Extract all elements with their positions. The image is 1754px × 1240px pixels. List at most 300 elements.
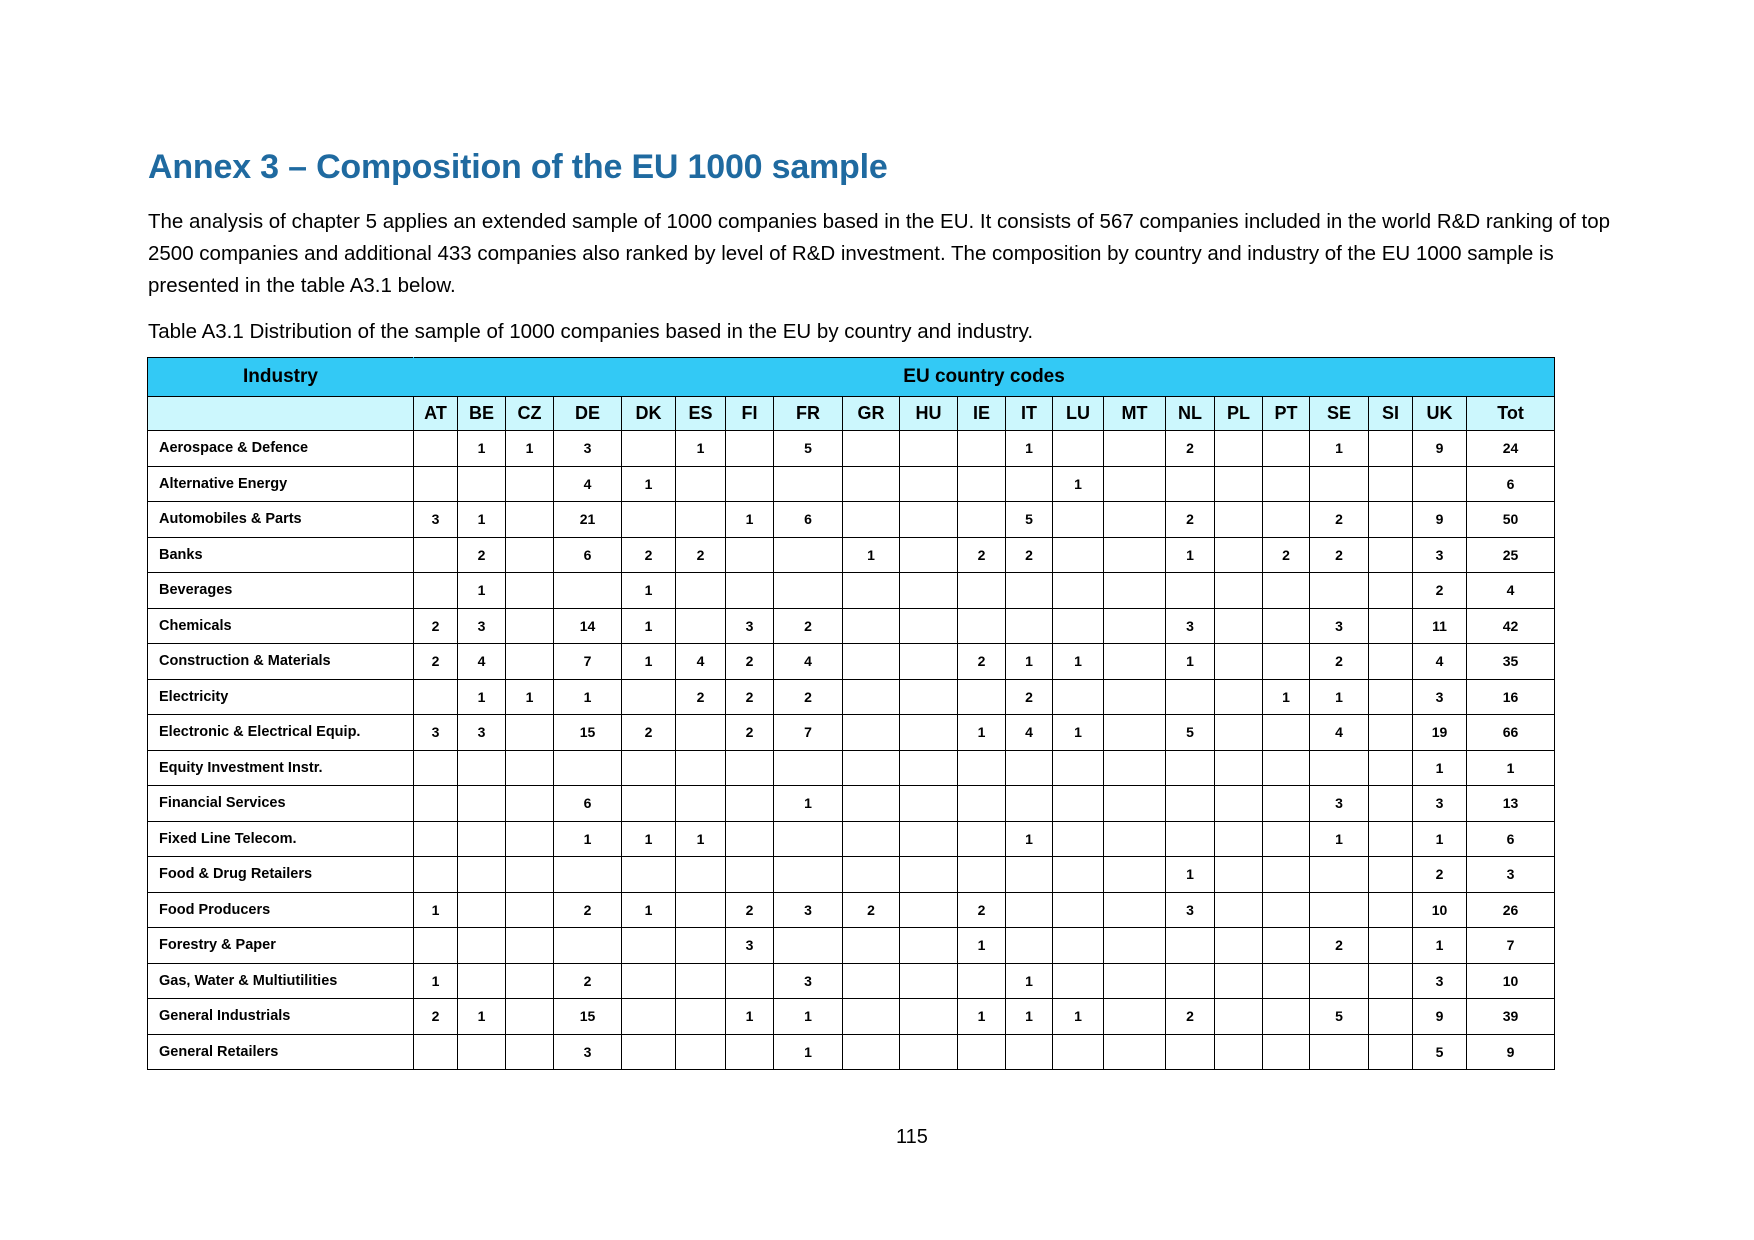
cell-cz [506,644,554,680]
cell-uk: 9 [1413,502,1467,538]
cell-dk [622,750,676,786]
cell-nl [1166,928,1215,964]
cell-pt [1263,1034,1310,1070]
industry-name-cell: Electricity [148,679,414,715]
cell-hu [900,786,958,822]
column-header-fi: FI [726,397,774,431]
cell-nl: 5 [1166,715,1215,751]
cell-dk: 1 [622,608,676,644]
cell-ie [958,857,1006,893]
cell-hu [900,892,958,928]
cell-de [554,750,622,786]
cell-ie: 1 [958,715,1006,751]
cell-es [676,466,726,502]
column-header-de: DE [554,397,622,431]
cell-gr [843,644,900,680]
cell-uk [1413,466,1467,502]
cell-si [1369,608,1413,644]
cell-be: 1 [458,431,506,467]
industry-name-cell: Food Producers [148,892,414,928]
cell-fi [726,1034,774,1070]
cell-nl: 3 [1166,608,1215,644]
cell-uk: 11 [1413,608,1467,644]
cell-uk: 10 [1413,892,1467,928]
cell-be [458,786,506,822]
cell-mt [1104,502,1166,538]
column-header-dk: DK [622,397,676,431]
cell-se [1310,1034,1369,1070]
cell-at [414,821,458,857]
cell-es [676,573,726,609]
cell-mt [1104,715,1166,751]
table-header-row [148,358,1555,397]
cell-mt [1104,821,1166,857]
cell-gr [843,608,900,644]
cell-tot: 7 [1467,928,1555,964]
cell-lu [1053,679,1104,715]
cell-tot: 66 [1467,715,1555,751]
cell-fr [774,573,843,609]
cell-it: 5 [1006,502,1053,538]
cell-dk [622,786,676,822]
cell-it: 1 [1006,431,1053,467]
cell-pt [1263,821,1310,857]
cell-ie [958,608,1006,644]
cell-fr: 6 [774,502,843,538]
cell-se: 1 [1310,431,1369,467]
cell-it [1006,786,1053,822]
cell-cz [506,750,554,786]
cell-se: 3 [1310,786,1369,822]
cell-hu [900,537,958,573]
cell-lu [1053,786,1104,822]
cell-dk [622,502,676,538]
cell-gr [843,679,900,715]
column-header-pl: PL [1215,397,1263,431]
cell-nl: 1 [1166,857,1215,893]
cell-be: 1 [458,999,506,1035]
cell-gr [843,821,900,857]
cell-at [414,573,458,609]
cell-de: 14 [554,608,622,644]
cell-at: 2 [414,608,458,644]
cell-ie [958,573,1006,609]
cell-de: 3 [554,431,622,467]
cell-pt [1263,715,1310,751]
cell-nl: 2 [1166,431,1215,467]
cell-cz [506,821,554,857]
cell-mt [1104,928,1166,964]
cell-fi [726,786,774,822]
cell-fr [774,466,843,502]
table-row [148,679,1555,715]
cell-es [676,715,726,751]
cell-de: 4 [554,466,622,502]
cell-de: 6 [554,537,622,573]
cell-hu [900,1034,958,1070]
cell-lu: 1 [1053,999,1104,1035]
cell-nl: 2 [1166,999,1215,1035]
table-row [148,608,1555,644]
cell-fr: 2 [774,679,843,715]
column-header-tot: Tot [1467,397,1555,431]
cell-si [1369,431,1413,467]
cell-pl [1215,750,1263,786]
industry-name-cell: Equity Investment Instr. [148,750,414,786]
cell-uk: 3 [1413,679,1467,715]
cell-be [458,821,506,857]
cell-ie: 2 [958,892,1006,928]
cell-fi: 2 [726,679,774,715]
country-codes-header-row [148,397,1555,431]
cell-gr [843,928,900,964]
cell-hu [900,502,958,538]
cell-cz [506,928,554,964]
cell-de: 21 [554,502,622,538]
cell-pl [1215,466,1263,502]
cell-de [554,928,622,964]
cell-fr: 3 [774,892,843,928]
cell-lu [1053,750,1104,786]
cell-tot: 24 [1467,431,1555,467]
cell-it [1006,608,1053,644]
industry-name-cell: Alternative Energy [148,466,414,502]
cell-tot: 3 [1467,857,1555,893]
cell-es [676,892,726,928]
cell-gr [843,466,900,502]
cell-tot: 6 [1467,821,1555,857]
cell-fr: 4 [774,644,843,680]
cell-pl [1215,892,1263,928]
cell-at [414,1034,458,1070]
cell-se: 2 [1310,928,1369,964]
cell-gr [843,1034,900,1070]
table-row [148,537,1555,573]
cell-de: 1 [554,679,622,715]
cell-se: 2 [1310,537,1369,573]
cell-gr [843,857,900,893]
cell-nl: 2 [1166,502,1215,538]
cell-es [676,1034,726,1070]
cell-ie: 1 [958,999,1006,1035]
cell-mt [1104,1034,1166,1070]
cell-hu [900,963,958,999]
cell-uk: 5 [1413,1034,1467,1070]
cell-ie [958,502,1006,538]
cell-it: 2 [1006,679,1053,715]
distribution-table [147,357,1555,1070]
cell-cz [506,892,554,928]
industry-name-cell: Aerospace & Defence [148,431,414,467]
cell-cz: 1 [506,431,554,467]
cell-mt [1104,431,1166,467]
cell-ie [958,431,1006,467]
cell-nl [1166,679,1215,715]
cell-pt [1263,644,1310,680]
industry-name-cell: Chemicals [148,608,414,644]
cell-cz [506,1034,554,1070]
cell-fi: 1 [726,999,774,1035]
cell-hu [900,573,958,609]
cell-dk: 1 [622,644,676,680]
cell-gr [843,963,900,999]
cell-cz [506,573,554,609]
cell-cz [506,857,554,893]
cell-cz [506,963,554,999]
cell-be: 3 [458,715,506,751]
cell-ie: 2 [958,644,1006,680]
cell-gr [843,502,900,538]
cell-gr: 2 [843,892,900,928]
cell-fi: 2 [726,892,774,928]
industry-name-cell: Automobiles & Parts [148,502,414,538]
table-row [148,821,1555,857]
cell-si [1369,573,1413,609]
cell-dk [622,431,676,467]
industry-name-cell: Banks [148,537,414,573]
cell-nl [1166,1034,1215,1070]
cell-hu [900,750,958,786]
cell-pt [1263,857,1310,893]
cell-tot: 10 [1467,963,1555,999]
cell-pl [1215,963,1263,999]
cell-ie [958,963,1006,999]
cell-dk [622,1034,676,1070]
cell-si [1369,857,1413,893]
cell-fr: 1 [774,999,843,1035]
cell-si [1369,786,1413,822]
cell-si [1369,679,1413,715]
cell-dk: 1 [622,573,676,609]
industry-name-cell: Fixed Line Telecom. [148,821,414,857]
intro-paragraph: The analysis of chapter 5 applies an extended sample of 1000 companies based in the EU. It consists of 567 companies included in the world R&D ranking of top 2500 companies and additional 433 companies also ranked by level of R&D investment. The composition by country and industry of the EU 1000 sample is presented in the table A3.1 below. [148,210,1611,297]
column-header-se: SE [1310,397,1369,431]
cell-mt [1104,573,1166,609]
cell-gr [843,999,900,1035]
cell-pl [1215,502,1263,538]
cell-pt [1263,466,1310,502]
cell-de: 7 [554,644,622,680]
cell-pt [1263,750,1310,786]
cell-se: 2 [1310,644,1369,680]
cell-hu [900,466,958,502]
cell-gr [843,786,900,822]
cell-de [554,573,622,609]
cell-tot: 9 [1467,1034,1555,1070]
cell-pt [1263,608,1310,644]
cell-uk: 2 [1413,573,1467,609]
cell-tot: 6 [1467,466,1555,502]
cell-si [1369,821,1413,857]
cell-fi [726,750,774,786]
cell-es [676,786,726,822]
cell-uk: 9 [1413,431,1467,467]
table-row [148,963,1555,999]
cell-tot: 16 [1467,679,1555,715]
cell-de: 15 [554,715,622,751]
cell-gr [843,573,900,609]
cell-gr [843,715,900,751]
column-header-uk: UK [1413,397,1467,431]
cell-mt [1104,679,1166,715]
cell-si [1369,537,1413,573]
cell-mt [1104,644,1166,680]
cell-be: 1 [458,573,506,609]
cell-si [1369,715,1413,751]
industry-name-cell: Beverages [148,573,414,609]
cell-pl [1215,608,1263,644]
cell-nl: 3 [1166,892,1215,928]
column-header-hu: HU [900,397,958,431]
cell-si [1369,502,1413,538]
cell-it: 2 [1006,537,1053,573]
table-row [148,644,1555,680]
cell-fi [726,963,774,999]
cell-es: 2 [676,679,726,715]
cell-hu [900,999,958,1035]
cell-nl [1166,466,1215,502]
cell-lu [1053,573,1104,609]
cell-mt [1104,857,1166,893]
cell-de [554,857,622,893]
cell-tot: 13 [1467,786,1555,822]
cell-be [458,892,506,928]
cell-es [676,928,726,964]
cell-cz [506,466,554,502]
cell-lu [1053,431,1104,467]
cell-es [676,857,726,893]
cell-nl: 1 [1166,537,1215,573]
cell-nl [1166,573,1215,609]
cell-be [458,857,506,893]
cell-tot: 4 [1467,573,1555,609]
cell-uk: 3 [1413,537,1467,573]
cell-at [414,431,458,467]
cell-nl [1166,786,1215,822]
cell-dk [622,928,676,964]
cell-tot: 50 [1467,502,1555,538]
cell-hu [900,857,958,893]
cell-lu [1053,892,1104,928]
page-title: Annex 3 – Composition of the EU 1000 sample [148,148,888,186]
cell-pl [1215,679,1263,715]
cell-si [1369,963,1413,999]
table-row [148,502,1555,538]
cell-be: 2 [458,537,506,573]
cell-pt [1263,999,1310,1035]
industry-name-cell: General Industrials [148,999,414,1035]
cell-se [1310,750,1369,786]
cell-fi: 2 [726,715,774,751]
cell-es [676,750,726,786]
cell-uk: 2 [1413,857,1467,893]
cell-nl [1166,963,1215,999]
cell-es [676,963,726,999]
cell-es: 1 [676,821,726,857]
column-header-pt: PT [1263,397,1310,431]
cell-lu [1053,502,1104,538]
cell-dk [622,679,676,715]
cell-at: 1 [414,963,458,999]
cell-cz [506,715,554,751]
cell-mt [1104,608,1166,644]
cell-se: 1 [1310,679,1369,715]
cell-gr [843,431,900,467]
cell-cz [506,537,554,573]
cell-at: 2 [414,999,458,1035]
empty-header-cell [148,397,414,431]
cell-ie [958,786,1006,822]
cell-es [676,502,726,538]
cell-fi [726,573,774,609]
table-body [148,431,1555,1070]
cell-at: 1 [414,892,458,928]
cell-pt: 2 [1263,537,1310,573]
cell-cz [506,786,554,822]
cell-nl: 1 [1166,644,1215,680]
cell-at: 3 [414,502,458,538]
cell-pt [1263,892,1310,928]
cell-pl [1215,715,1263,751]
cell-mt [1104,537,1166,573]
cell-es: 1 [676,431,726,467]
cell-pt: 1 [1263,679,1310,715]
industry-name-cell: Electronic & Electrical Equip. [148,715,414,751]
cell-hu [900,821,958,857]
cell-ie [958,821,1006,857]
cell-pl [1215,786,1263,822]
cell-si [1369,466,1413,502]
cell-fi: 3 [726,608,774,644]
cell-it [1006,892,1053,928]
cell-hu [900,608,958,644]
cell-si [1369,999,1413,1035]
cell-se: 1 [1310,821,1369,857]
cell-mt [1104,963,1166,999]
cell-pt [1263,928,1310,964]
country-codes-group-header: EU country codes [414,358,1555,397]
cell-se: 2 [1310,502,1369,538]
cell-dk [622,999,676,1035]
cell-it [1006,928,1053,964]
cell-fi: 3 [726,928,774,964]
cell-it [1006,573,1053,609]
table-row [148,750,1555,786]
cell-tot: 1 [1467,750,1555,786]
cell-be [458,1034,506,1070]
column-header-fr: FR [774,397,843,431]
cell-fi: 2 [726,644,774,680]
cell-at [414,857,458,893]
industry-name-cell: Food & Drug Retailers [148,857,414,893]
cell-fr: 1 [774,786,843,822]
cell-dk [622,963,676,999]
cell-fr [774,537,843,573]
cell-ie [958,679,1006,715]
cell-pt [1263,963,1310,999]
table-row [148,573,1555,609]
cell-uk: 4 [1413,644,1467,680]
industry-name-cell: Forestry & Paper [148,928,414,964]
cell-pl [1215,644,1263,680]
cell-fr [774,928,843,964]
cell-fi [726,466,774,502]
cell-tot: 26 [1467,892,1555,928]
cell-es: 2 [676,537,726,573]
cell-se [1310,466,1369,502]
cell-pt [1263,786,1310,822]
industry-name-cell: Gas, Water & Multiutilities [148,963,414,999]
